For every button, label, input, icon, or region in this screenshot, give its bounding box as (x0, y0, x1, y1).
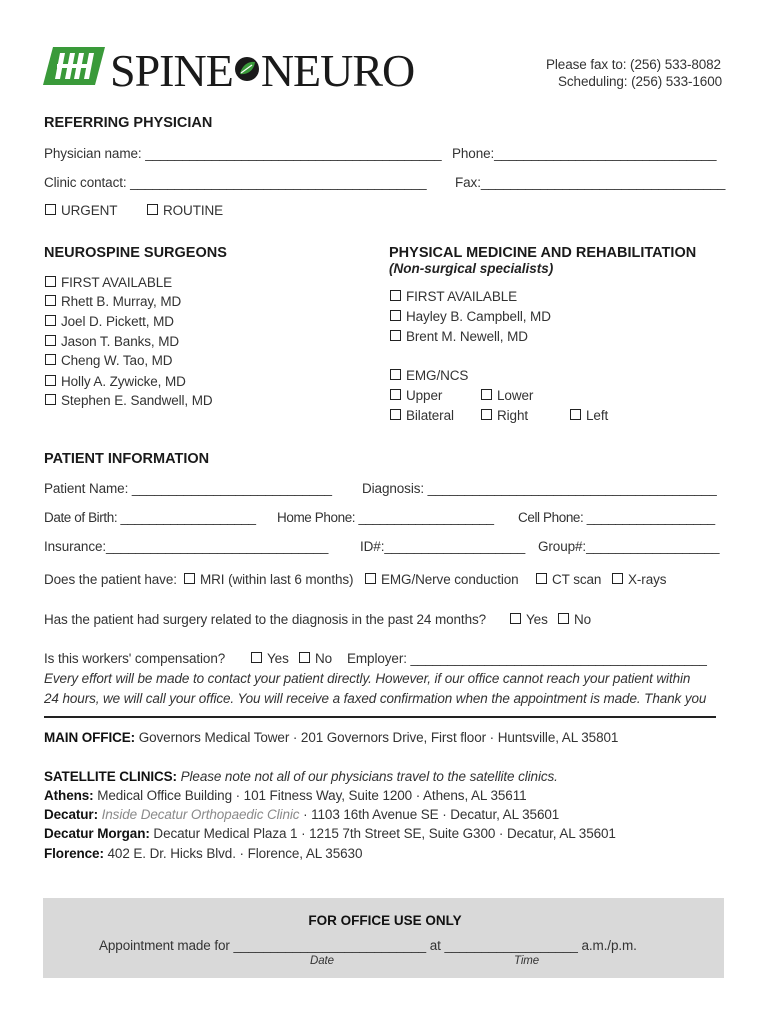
surgeon-label: Holly A. Zywicke, MD (61, 374, 186, 389)
bilateral-checkbox[interactable] (390, 408, 454, 423)
mri-label: MRI (within last 6 months) (200, 572, 354, 587)
emg-label: EMG/NCS (406, 368, 469, 383)
satellite-note: Please note not all of our physicians travel to the satellite clinics. (176, 769, 558, 784)
surgeons-heading: NEUROSPINE SURGEONS (44, 245, 227, 261)
checkbox-icon (45, 354, 56, 365)
checkbox-icon (45, 394, 56, 405)
workers-comp-question: Is this workers' compensation? (44, 651, 226, 666)
checkbox-icon (510, 613, 521, 624)
surgeon-label: Jason T. Banks, MD (61, 334, 179, 349)
checkbox-icon (390, 409, 401, 420)
logo-mark (43, 47, 105, 85)
checkbox-icon (390, 310, 401, 321)
satellite-clinics (44, 769, 558, 784)
athens-label: Athens: (44, 788, 94, 803)
physician-name-field[interactable]: Physician name: ________________________________________ (44, 146, 442, 161)
surgeon-option[interactable] (45, 334, 179, 349)
surgeon-label: Cheng W. Tao, MD (61, 353, 173, 368)
workers-yes-checkbox[interactable] (251, 651, 289, 666)
checkbox-icon (612, 573, 623, 584)
referring-heading: REFERRING PHYSICIAN (44, 115, 213, 131)
diagnosis-field[interactable]: Diagnosis: _______________________________________ (362, 481, 717, 496)
routine-checkbox[interactable] (147, 203, 223, 218)
insurance-id-field[interactable]: ID#:___________________ (360, 539, 526, 554)
emg-nerve-label: EMG/Nerve conduction (381, 572, 519, 587)
checkbox-icon (299, 652, 310, 663)
notice-line-1: Every effort will be made to contact your patient directly. However, if our office cannot reach your patient within (44, 671, 691, 686)
right-label: Right (497, 408, 529, 423)
checkbox-icon (390, 290, 401, 301)
checkbox-icon (45, 335, 56, 346)
checkbox-icon (558, 613, 569, 624)
clinic-fax-field[interactable]: Fax:_________________________________ (455, 175, 726, 190)
home-phone-field[interactable]: Home Phone: ___________________ (277, 510, 494, 525)
pmr-option[interactable] (390, 289, 517, 304)
pmr-option[interactable] (390, 329, 528, 344)
surgeon-label: Joel D. Pickett, MD (61, 314, 174, 329)
patient-name-field[interactable]: Patient Name: ___________________________ (44, 481, 332, 496)
yes-label: Yes (267, 651, 289, 666)
checkbox-icon (570, 409, 581, 420)
surgeon-option[interactable] (45, 275, 172, 290)
checkbox-icon (45, 375, 56, 386)
upper-label: Upper (406, 388, 443, 403)
checkbox-icon (390, 330, 401, 341)
appointment-field[interactable]: Appointment made for __________________________ at __________________ a.m./p.m. (99, 938, 637, 953)
fax-line: Please fax to: (256) 533-8082 (546, 57, 721, 72)
checkbox-icon (45, 315, 56, 326)
checkbox-icon (251, 652, 262, 663)
decatur-address: · 1103 16th Avenue SE · Decatur, AL 35601 (299, 807, 560, 822)
emg-ncs-checkbox[interactable] (390, 368, 468, 383)
time-caption: Time (514, 955, 540, 967)
checkbox-icon (147, 204, 158, 215)
urgent-label: URGENT (61, 203, 118, 218)
checkbox-icon (45, 276, 56, 287)
employer-field[interactable]: Employer: ________________________________________ (347, 651, 707, 666)
clinic-contact-field[interactable]: Clinic contact: ________________________________________ (44, 175, 427, 190)
group-number-field[interactable]: Group#:__________________ (538, 539, 720, 554)
surgery-question: Has the patient had surgery related to the diagnosis in the past 24 months? (44, 612, 487, 627)
insurance-field[interactable]: Insurance:______________________________ (44, 539, 329, 554)
main-office (44, 730, 618, 745)
emg-nerve-checkbox[interactable] (365, 572, 519, 587)
main-office-label: MAIN OFFICE: (44, 730, 136, 745)
imaging-question: Does the patient have: (44, 572, 177, 587)
yes-label: Yes (526, 612, 548, 627)
cell-phone-field[interactable]: Cell Phone: __________________ (518, 510, 715, 525)
checkbox-icon (184, 573, 195, 584)
surgeon-option[interactable] (45, 374, 186, 389)
surgeon-label: Rhett B. Murray, MD (61, 294, 182, 309)
surgeon-label: Stephen E. Sandwell, MD (61, 393, 213, 408)
dob-field[interactable]: Date of Birth: ___________________ (44, 510, 256, 525)
checkbox-icon (481, 409, 492, 420)
urgent-checkbox[interactable] (45, 203, 117, 218)
checkbox-icon (536, 573, 547, 584)
athens-office (44, 788, 527, 803)
logo-wordmark (110, 40, 414, 97)
patient-heading: PATIENT INFORMATION (44, 451, 210, 467)
ct-scan-label: CT scan (552, 572, 602, 587)
ct-scan-checkbox[interactable] (536, 572, 601, 587)
satellite-label: SATELLITE CLINICS: (44, 769, 177, 784)
physician-phone-field[interactable]: Phone:______________________________ (452, 146, 717, 161)
surgeon-option[interactable] (45, 353, 172, 368)
checkbox-icon (45, 295, 56, 306)
florence-address: 402 E. Dr. Hicks Blvd. · Florence, AL 35630 (103, 846, 363, 861)
logo-leaf-icon (234, 40, 260, 93)
florence-label: Florence: (44, 846, 104, 861)
florence-office (44, 846, 362, 861)
surgeon-option[interactable] (45, 294, 181, 309)
routine-label: ROUTINE (163, 203, 224, 218)
decatur-office (44, 807, 559, 822)
surgeon-option[interactable] (45, 393, 213, 408)
athens-address: Medical Office Building · 101 Fitness Way, Suite 1200 · Athens, AL 35611 (93, 788, 527, 803)
upper-checkbox[interactable] (390, 388, 442, 403)
no-label: No (574, 612, 592, 627)
workers-no-checkbox[interactable] (299, 651, 332, 666)
left-checkbox[interactable] (570, 408, 608, 423)
left-label: Left (586, 408, 609, 423)
decatur-morgan-office (44, 826, 616, 841)
checkbox-icon (390, 369, 401, 380)
divider (44, 716, 716, 718)
mri-checkbox[interactable] (184, 572, 353, 587)
pmr-subheading: (Non-surgical specialists) (389, 261, 554, 276)
logo-text-spine: SPINE (110, 45, 233, 96)
decatur-clinic: Inside Decatur Orthopaedic Clinic (97, 807, 300, 822)
logo-text-neuro: NEURO (260, 45, 415, 96)
right-checkbox[interactable] (481, 408, 528, 423)
xrays-checkbox[interactable] (612, 572, 666, 587)
lower-checkbox[interactable] (481, 388, 533, 403)
decatur-label: Decatur: (44, 807, 98, 822)
checkbox-icon (365, 573, 376, 584)
surgeon-option[interactable] (45, 314, 174, 329)
surgery-yes-checkbox[interactable] (510, 612, 548, 627)
checkbox-icon (45, 204, 56, 215)
decatur-morgan-address: Decatur Medical Plaza 1 · 1215 7th Street SE, Suite G300 · Decatur, AL 35601 (149, 826, 616, 841)
notice-line-2: 24 hours, we will call your office. You will receive a faxed confirmation when the appointment is made. Thank you (44, 691, 707, 706)
bilateral-label: Bilateral (406, 408, 454, 423)
pmr-heading: PHYSICAL MEDICINE AND REHABILITATION (389, 245, 697, 261)
main-office-address: Governors Medical Tower · 201 Governors Drive, First floor · Huntsville, AL 35801 (135, 730, 619, 745)
surgeon-label: FIRST AVAILABLE (61, 275, 173, 290)
scheduling-line: Scheduling: (256) 533-1600 (558, 74, 723, 89)
surgery-no-checkbox[interactable] (558, 612, 591, 627)
pmr-label: Brent M. Newell, MD (406, 329, 528, 344)
pmr-label: FIRST AVAILABLE (406, 289, 518, 304)
xrays-label: X-rays (628, 572, 667, 587)
date-caption: Date (310, 955, 334, 967)
pmr-option[interactable] (390, 309, 551, 324)
no-label: No (315, 651, 333, 666)
checkbox-icon (481, 389, 492, 400)
decatur-morgan-label: Decatur Morgan: (44, 826, 150, 841)
checkbox-icon (390, 389, 401, 400)
office-use-heading: FOR OFFICE USE ONLY (308, 913, 462, 928)
lower-label: Lower (497, 388, 534, 403)
pmr-label: Hayley B. Campbell, MD (406, 309, 551, 324)
